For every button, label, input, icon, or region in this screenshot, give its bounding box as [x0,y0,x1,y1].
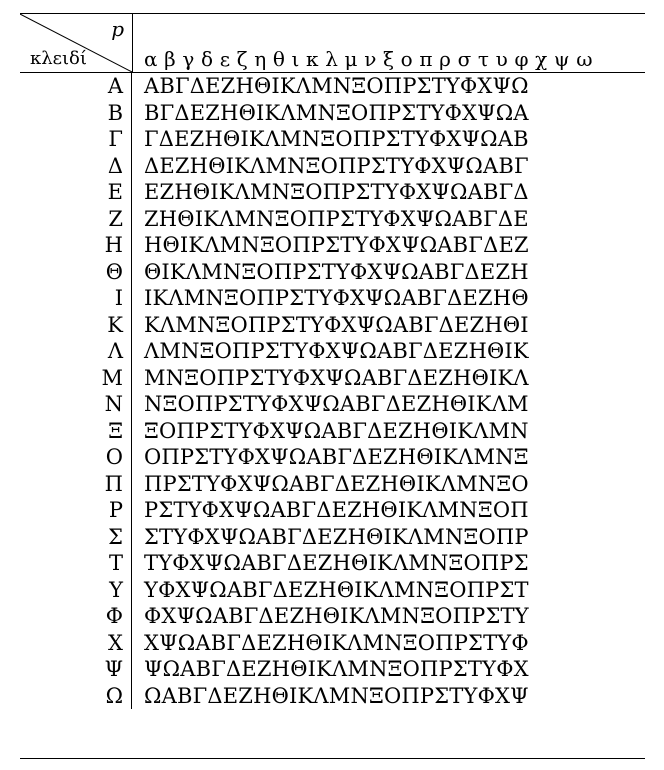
table-row [20,524,645,551]
key-letter: Λ [20,338,132,365]
table-header [20,14,645,73]
key-letter: Τ [20,550,132,577]
table-row [20,471,645,498]
cipher-alphabet: ΖΗΘΙΚΛΜΝΞΟΠΡΣΤΥΦΧΨΩΑΒΓΔΕ [144,206,529,231]
key-letter: Φ [20,603,132,630]
vigenere-table [20,13,645,759]
key-letter: Α [20,73,132,100]
table-row [20,365,645,392]
cipher-alphabet: ΙΚΛΜΝΞΟΠΡΣΤΥΦΧΨΩΑΒΓΔΕΖΗΘ [144,286,529,311]
cipher-alphabet: ΥΦΧΨΩΑΒΓΔΕΖΗΘΙΚΛΜΝΞΟΠΡΣΤ [144,577,529,602]
table-row [20,206,645,233]
key-letter: Ψ [20,656,132,683]
cipher-alphabet: ΕΖΗΘΙΚΛΜΝΞΟΠΡΣΤΥΦΧΨΩΑΒΓΔ [144,180,529,205]
key-letter: Ν [20,391,132,418]
table-row [20,497,645,524]
cipher-alphabet: ΡΣΤΥΦΧΨΩΑΒΓΔΕΖΗΘΙΚΛΜΝΞΟΠ [144,498,529,523]
key-letter: Ξ [20,418,132,445]
key-letter: Π [20,471,132,498]
key-axis-label: κλειδί [30,48,87,69]
cipher-alphabet: ΓΔΕΖΗΘΙΚΛΜΝΞΟΠΡΣΤΥΦΧΨΩΑΒ [144,127,529,152]
cipher-alphabet: ΣΤΥΦΧΨΩΑΒΓΔΕΖΗΘΙΚΛΜΝΞΟΠΡ [144,524,529,549]
table-row [20,577,645,604]
key-letter: Η [20,232,132,259]
cipher-alphabet: ΟΠΡΣΤΥΦΧΨΩΑΒΓΔΕΖΗΘΙΚΛΜΝΞ [144,445,529,470]
cipher-alphabet: ΘΙΚΛΜΝΞΟΠΡΣΤΥΦΧΨΩΑΒΓΔΕΖΗ [144,259,529,284]
table-body [20,73,645,709]
table-row [20,153,645,180]
key-letter: Θ [20,259,132,286]
key-letter: Ο [20,444,132,471]
cipher-alphabet: ΗΘΙΚΛΜΝΞΟΠΡΣΤΥΦΧΨΩΑΒΓΔΕΖ [144,233,529,258]
cipher-alphabet: ΔΕΖΗΘΙΚΛΜΝΞΟΠΡΣΤΥΦΧΨΩΑΒΓ [144,153,529,178]
table-row [20,656,645,683]
table-row [20,603,645,630]
key-letter: Ω [20,683,132,710]
header-corner-cell [20,14,133,72]
key-letter: Ρ [20,497,132,524]
table-row [20,259,645,286]
cipher-alphabet: ΦΧΨΩΑΒΓΔΕΖΗΘΙΚΛΜΝΞΟΠΡΣΤΥ [144,604,529,629]
key-letter: Κ [20,312,132,339]
key-letter: Δ [20,153,132,180]
cipher-alphabet: ΚΛΜΝΞΟΠΡΣΤΥΦΧΨΩΑΒΓΔΕΖΗΘΙ [144,312,529,337]
key-letter: Γ [20,126,132,153]
table-row [20,550,645,577]
table-row [20,418,645,445]
cipher-alphabet: ΜΝΞΟΠΡΣΤΥΦΧΨΩΑΒΓΔΕΖΗΘΙΚΛ [144,365,529,390]
cipher-alphabet: ΧΨΩΑΒΓΔΕΖΗΘΙΚΛΜΝΞΟΠΡΣΤΥΦ [144,630,529,655]
table-row [20,179,645,206]
key-letter: Μ [20,365,132,392]
cipher-alphabet: ΩΑΒΓΔΕΖΗΘΙΚΛΜΝΞΟΠΡΣΤΥΦΧΨ [144,683,529,708]
key-letter: Χ [20,630,132,657]
key-letter: Ι [20,285,132,312]
table-row [20,338,645,365]
plaintext-alphabet: α β γ δ ε ζ η θ ι κ λ μ ν ξ ο π ρ σ τ υ φ χ ψ ω [144,47,593,71]
cipher-alphabet: ΠΡΣΤΥΦΧΨΩΑΒΓΔΕΖΗΘΙΚΛΜΝΞΟ [144,471,529,496]
cipher-alphabet: ΝΞΟΠΡΣΤΥΦΧΨΩΑΒΓΔΕΖΗΘΙΚΛΜ [144,392,529,417]
cipher-alphabet: ΛΜΝΞΟΠΡΣΤΥΦΧΨΩΑΒΓΔΕΖΗΘΙΚ [144,339,529,364]
cipher-alphabet: ΑΒΓΔΕΖΗΘΙΚΛΜΝΞΟΠΡΣΤΥΦΧΨΩ [144,74,529,99]
key-letter: Σ [20,524,132,551]
table-row [20,232,645,259]
cipher-alphabet: ΞΟΠΡΣΤΥΦΧΨΩΑΒΓΔΕΖΗΘΙΚΛΜΝ [144,418,529,443]
key-letter: Ζ [20,206,132,233]
key-letter: Β [20,100,132,127]
table-row [20,100,645,127]
cipher-alphabet: ΨΩΑΒΓΔΕΖΗΘΙΚΛΜΝΞΟΠΡΣΤΥΦΧ [144,657,529,682]
key-letter: Ε [20,179,132,206]
table-row [20,285,645,312]
table-row [20,683,645,710]
table-row [20,444,645,471]
table-row [20,630,645,657]
table-row [20,73,645,100]
table-row [20,391,645,418]
table-row [20,312,645,339]
cipher-alphabet: ΒΓΔΕΖΗΘΙΚΛΜΝΞΟΠΡΣΤΥΦΧΨΩΑ [144,100,529,125]
plaintext-axis-label: p [111,17,124,41]
table-row [20,126,645,153]
cipher-alphabet: ΤΥΦΧΨΩΑΒΓΔΕΖΗΘΙΚΛΜΝΞΟΠΡΣ [144,551,529,576]
key-letter: Υ [20,577,132,604]
